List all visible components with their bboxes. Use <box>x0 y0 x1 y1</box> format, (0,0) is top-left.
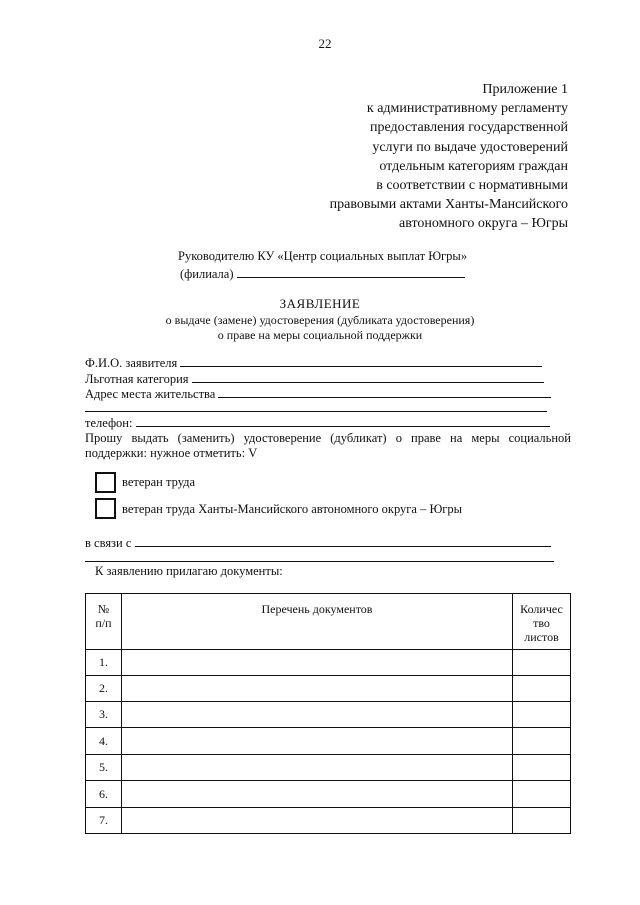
category-field[interactable] <box>192 371 544 383</box>
form-subtitle: о выдаче (замене) удостоверения (дубликата удостоверения) <box>165 313 475 327</box>
address-field-continued[interactable] <box>85 411 547 412</box>
appendix-line: Приложение 1 <box>482 82 568 97</box>
document-cell[interactable] <box>122 676 513 702</box>
header-count-line: Количес <box>520 602 563 616</box>
row-number: 7. <box>86 808 122 834</box>
branch-line <box>180 266 465 282</box>
reason-field-continued[interactable] <box>85 561 554 562</box>
document-cell[interactable] <box>122 650 513 676</box>
table-row <box>86 702 571 728</box>
page-number: 22 <box>318 36 332 51</box>
checkbox-labor-veteran[interactable] <box>95 472 116 493</box>
fio-row <box>85 355 542 371</box>
form-title: ЗАЯВЛЕНИЕ <box>279 296 361 311</box>
documents-table <box>85 593 571 834</box>
phone-field[interactable] <box>136 415 550 427</box>
table-row <box>86 781 571 808</box>
appendix-line: услуги по выдаче удостоверений <box>372 139 568 155</box>
appendix-line: автономного округа – Югры <box>399 216 568 232</box>
address-label: Адрес места жительства <box>85 387 216 401</box>
row-number: 1. <box>86 650 122 676</box>
row-number: 5. <box>86 755 122 781</box>
table-row <box>86 808 571 834</box>
count-cell[interactable] <box>513 728 571 755</box>
header-number-line: № <box>97 602 110 616</box>
appendix-line: предоставления государственной <box>369 120 568 136</box>
form-subtitle: о праве на меры социальной поддержки <box>217 328 423 342</box>
category-label: Льготная категория <box>85 372 189 386</box>
attachments-label: К заявлению прилагаю документы: <box>95 564 283 578</box>
reason-field[interactable] <box>135 535 551 547</box>
header-documents: Перечень документов <box>122 594 513 650</box>
checkbox-labor-veteran-khmao[interactable] <box>95 498 116 519</box>
count-cell[interactable] <box>513 650 571 676</box>
fio-field[interactable] <box>180 355 542 367</box>
document-cell[interactable] <box>122 808 513 834</box>
phone-row <box>85 415 550 431</box>
appendix-line: к административному регламенту <box>366 101 568 117</box>
addressee-line: Руководителю КУ «Центр социальных выплат Югры» <box>178 249 468 263</box>
category-row <box>85 371 544 387</box>
option-label: ветеран труда Ханты-Мансийского автономного округа – Югры <box>122 502 463 516</box>
fio-label: Ф.И.О. заявителя <box>85 356 178 370</box>
header-count <box>513 594 571 650</box>
count-cell[interactable] <box>513 676 571 702</box>
request-paragraph: Прошу выдать (заменить) удостоверение (дубликат) о праве на меры социальной поддержки: нужное отметить: V <box>85 431 571 460</box>
address-row <box>85 386 551 402</box>
reason-label: в связи с <box>85 536 132 550</box>
appendix-line: в соответствии с нормативными <box>376 178 568 194</box>
reason-row <box>85 535 551 551</box>
header-number <box>86 594 122 650</box>
option-label: ветеран труда <box>122 475 196 489</box>
count-cell[interactable] <box>513 781 571 808</box>
table-row <box>86 755 571 781</box>
phone-label: телефон: <box>85 416 133 430</box>
count-cell[interactable] <box>513 808 571 834</box>
header-number-line: п/п <box>95 616 112 630</box>
branch-label: (филиала) <box>180 267 234 281</box>
row-number: 4. <box>86 728 122 755</box>
table-row <box>86 728 571 755</box>
branch-field[interactable] <box>237 266 465 278</box>
row-number: 2. <box>86 676 122 702</box>
document-cell[interactable] <box>122 755 513 781</box>
table-header-row <box>86 594 571 650</box>
count-cell[interactable] <box>513 755 571 781</box>
header-count-line: тво <box>533 616 550 630</box>
appendix-header <box>248 80 568 234</box>
header-count-line: листов <box>524 630 559 644</box>
table-row <box>86 650 571 676</box>
document-cell[interactable] <box>122 702 513 728</box>
appendix-line: отдельным категориям граждан <box>379 158 568 174</box>
row-number: 6. <box>86 781 122 808</box>
document-cell[interactable] <box>122 781 513 808</box>
count-cell[interactable] <box>513 702 571 728</box>
appendix-line: правовыми актами Ханты-Мансийского <box>329 197 568 213</box>
address-field[interactable] <box>218 386 551 398</box>
table-row <box>86 676 571 702</box>
row-number: 3. <box>86 702 122 728</box>
document-cell[interactable] <box>122 728 513 755</box>
